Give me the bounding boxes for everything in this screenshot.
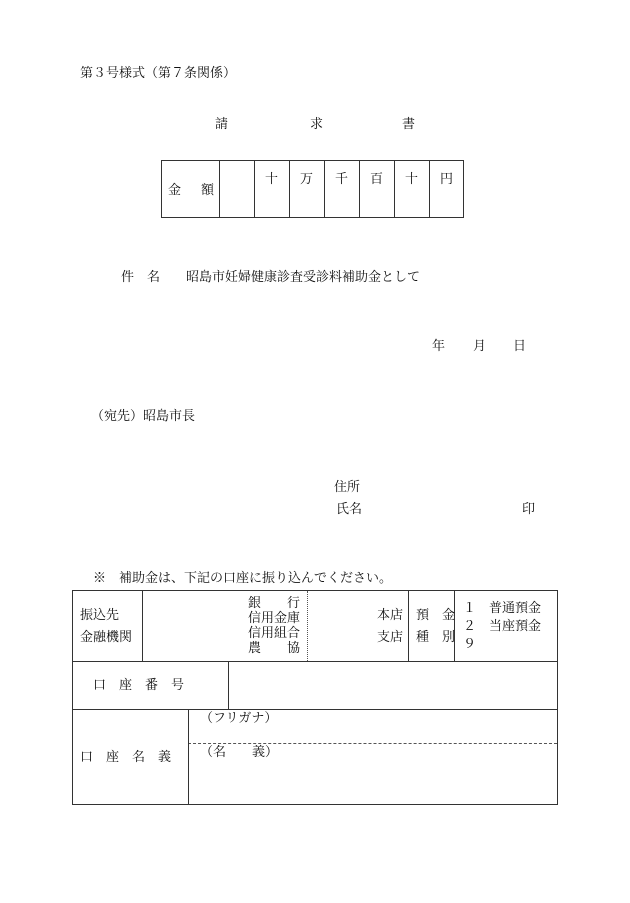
amount-cell-ju-man[interactable] bbox=[254, 168, 289, 187]
amount-cell-ju[interactable] bbox=[394, 168, 429, 187]
date-year-label: 年 bbox=[432, 339, 446, 354]
furigana-field[interactable] bbox=[190, 710, 557, 742]
branch-name-field[interactable] bbox=[309, 592, 407, 660]
bank-account-table bbox=[72, 590, 558, 805]
deposit-type-label-2: 種 別 bbox=[416, 630, 456, 645]
name-label: 氏名 bbox=[336, 502, 363, 517]
deposit-option-checking[interactable]: ２ 当座預金 bbox=[463, 619, 542, 634]
title-char-1: 請 bbox=[215, 117, 229, 132]
amount-cell-man[interactable] bbox=[289, 168, 324, 187]
institution-type-shinkin: 信用金庫 bbox=[248, 611, 301, 626]
title-char-3: 書 bbox=[402, 117, 416, 132]
amount-label-char-1: 金 bbox=[168, 183, 182, 198]
date-day-label: 日 bbox=[513, 339, 527, 354]
address-label: 住所 bbox=[334, 480, 361, 495]
deposit-type-label-1: 預 金 bbox=[416, 608, 456, 623]
account-holder-field[interactable] bbox=[190, 744, 557, 804]
amount-cell-sen[interactable] bbox=[324, 168, 359, 187]
digit-unit-label: 千 bbox=[334, 172, 348, 187]
deposit-option-other[interactable]: ９ bbox=[463, 637, 477, 652]
subject-value: 昭島市妊婦健康診査受診料補助金として bbox=[186, 270, 421, 285]
amount-cell-hyaku[interactable] bbox=[359, 168, 394, 187]
financial-institution-label: 金融機関 bbox=[80, 630, 133, 645]
seal-mark: 印 bbox=[522, 502, 536, 517]
account-number-field[interactable] bbox=[230, 662, 557, 708]
account-name-label: 口 座 名 義 bbox=[80, 750, 172, 765]
subject-label-char-1: 件 bbox=[121, 270, 135, 285]
branch-main-label: 本店 bbox=[377, 608, 404, 623]
branch-sub-label: 支店 bbox=[377, 630, 404, 645]
institution-type-bank: 銀 行 bbox=[248, 596, 301, 611]
amount-table bbox=[161, 160, 464, 218]
digit-unit-label: 十 bbox=[404, 172, 418, 187]
institution-type-shinkumi: 信用組合 bbox=[248, 626, 301, 641]
date-month-label: 月 bbox=[473, 339, 487, 354]
amount-label-char-2: 額 bbox=[201, 183, 215, 198]
subject-label-char-2: 名 bbox=[147, 270, 161, 285]
institution-type-nokyo: 農 協 bbox=[248, 641, 301, 656]
transfer-to-label: 振込先 bbox=[80, 608, 120, 623]
addressee: （宛先）昭島市長 bbox=[91, 409, 196, 424]
digit-unit-label: 百 bbox=[369, 172, 383, 187]
digit-unit-label: 万 bbox=[299, 172, 313, 187]
digit-unit-label: 円 bbox=[439, 172, 453, 187]
furigana-label: （フリガナ） bbox=[200, 711, 278, 726]
account-holder-label: （名 義） bbox=[200, 745, 279, 760]
amount-cell-en[interactable] bbox=[429, 168, 464, 187]
transfer-note: ※ 補助金は、下記の口座に振り込んでください。 bbox=[93, 571, 393, 586]
title-char-2: 求 bbox=[310, 117, 324, 132]
form-number-label: 第３号様式（第７条関係） bbox=[80, 66, 237, 81]
deposit-option-ordinary[interactable]: １ 普通預金 bbox=[463, 601, 542, 616]
account-number-label: 口 座 番 号 bbox=[93, 678, 185, 693]
digit-unit-label: 十 bbox=[264, 172, 278, 187]
